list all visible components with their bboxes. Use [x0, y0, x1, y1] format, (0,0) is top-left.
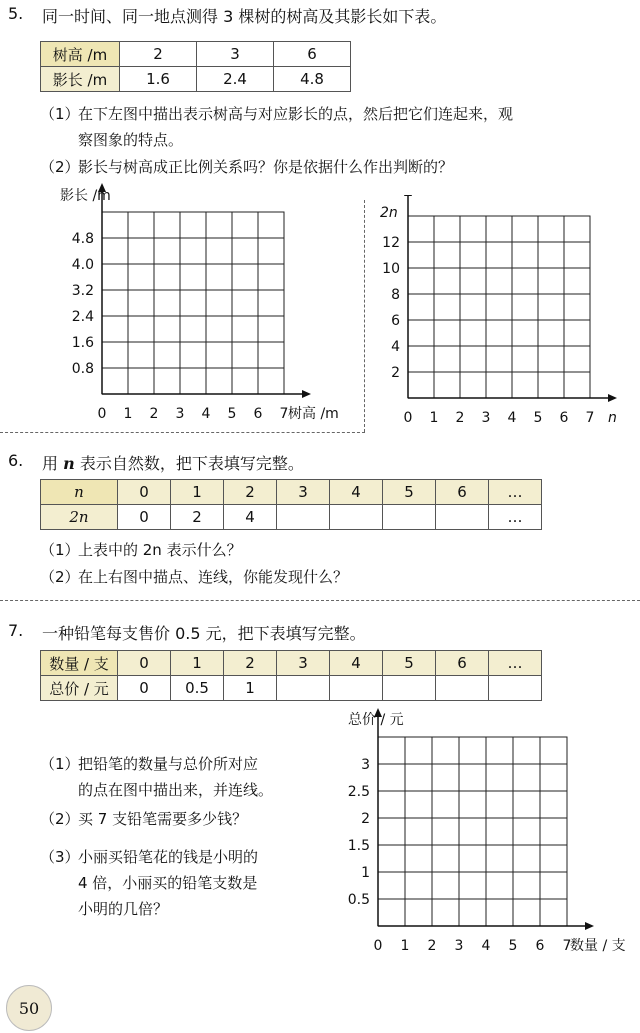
grid-cell [434, 242, 460, 268]
problem-6-q2-text: 在上右图中描点、连线，你能发现什么？ [78, 568, 349, 586]
grid-cell [540, 872, 567, 899]
grid-cell [102, 264, 128, 290]
grid-cell [460, 346, 486, 372]
grid-cell [102, 290, 128, 316]
table-cell [383, 676, 436, 701]
table-cell: 3 [197, 42, 274, 67]
table-row [41, 480, 542, 505]
table-cell: 2 [224, 480, 277, 505]
grid-cell [408, 294, 434, 320]
table-row-header: 数量 / 支 [41, 651, 118, 676]
problem-5-q2-number: （2） [40, 158, 80, 176]
grid-cell [460, 268, 486, 294]
grid-cell [378, 737, 405, 764]
grid-cell [460, 372, 486, 398]
grid-cell [408, 320, 434, 346]
x-axis-arrow [585, 922, 594, 930]
grid-cell [513, 818, 540, 845]
grid-cell [513, 872, 540, 899]
grid-cell [486, 899, 513, 926]
grid-cell [154, 290, 180, 316]
table-row-header: 总价 / 元 [41, 676, 118, 701]
grid-cell [540, 764, 567, 791]
grid-cell [232, 368, 258, 394]
grid-cell [128, 212, 154, 238]
y-tick-label: 1.5 [347, 838, 370, 854]
y-tick-label: 12 [382, 235, 400, 251]
y-tick-label: 8 [391, 287, 400, 303]
problem-5-q1-line2: 察图象的特点。 [78, 131, 184, 149]
grid-cell [486, 268, 512, 294]
grid-cell [432, 818, 459, 845]
problem-7-q3-number: （3） [40, 848, 80, 866]
grid-cell [154, 264, 180, 290]
grid-cell [513, 764, 540, 791]
section-divider [0, 600, 640, 601]
x-tick-label: 6 [253, 406, 263, 422]
table-cell [436, 676, 489, 701]
left-chart-divider [364, 200, 365, 432]
x-tick-label: 5 [533, 410, 543, 425]
grid-cell [180, 290, 206, 316]
grid-cell [258, 212, 284, 238]
grid-cell [128, 342, 154, 368]
grid-cell [405, 872, 432, 899]
table-cell: 0.5 [171, 676, 224, 701]
grid-cell [258, 368, 284, 394]
y-tick-label: 4.0 [71, 257, 94, 273]
y-tick-label: 4.8 [71, 231, 94, 247]
y-tick-label: 0.5 [347, 892, 370, 908]
grid-cell [206, 290, 232, 316]
grid-cell [486, 372, 512, 398]
table-cell: 5 [383, 480, 436, 505]
grid-cell [538, 294, 564, 320]
grid-cell [405, 845, 432, 872]
grid-cell [486, 737, 513, 764]
grid-cell [540, 845, 567, 872]
table-row-header: n [41, 480, 118, 505]
y-tick-label: 3 [361, 757, 370, 773]
x-tick-label: 6 [559, 410, 569, 425]
x-tick-label: 2 [455, 410, 465, 425]
grid-cell [432, 845, 459, 872]
problem-6-text-post: 表示自然数，把下表填写完整。 [74, 454, 304, 473]
x-axis-arrow [302, 390, 311, 398]
table-cell: … [489, 480, 542, 505]
grid-cell [538, 216, 564, 242]
problem-7-q3-line2: 4 倍，小丽买的铅笔支数是 [78, 874, 258, 892]
grid-cell [258, 342, 284, 368]
table-cell [383, 505, 436, 530]
shadow-vs-height-grid [50, 180, 370, 425]
grid-cell [564, 268, 590, 294]
grid-cell [512, 294, 538, 320]
x-tick-label: 4 [481, 938, 491, 954]
grid-cell [128, 264, 154, 290]
grid-cell [540, 899, 567, 926]
grid-cell [434, 372, 460, 398]
grid-cell [564, 320, 590, 346]
tree-height-shadow-table [40, 41, 351, 92]
x-tick-label: 4 [201, 406, 211, 422]
table-cell: 0 [118, 676, 171, 701]
x-axis-arrow [608, 394, 617, 402]
table-cell: 1.6 [120, 67, 197, 92]
grid-cell [378, 818, 405, 845]
grid-cell [486, 346, 512, 372]
problem-6-q1-text: 上表中的 2n 表示什么？ [78, 541, 242, 559]
grid-cell [460, 294, 486, 320]
grid-cell [154, 316, 180, 342]
grid-cell [258, 316, 284, 342]
grid-cell [180, 342, 206, 368]
table-cell: … [489, 651, 542, 676]
table-cell [436, 505, 489, 530]
problem-7-text: 一种铅笔每支售价 0.5 元，把下表填写完整。 [42, 624, 366, 643]
grid-cell [512, 346, 538, 372]
grid-cell [512, 320, 538, 346]
grid-cell [258, 238, 284, 264]
grid-cell [102, 316, 128, 342]
left-chart-bottom-divider [0, 432, 365, 433]
grid-cell [538, 372, 564, 398]
table-cell: 2.4 [197, 67, 274, 92]
grid-cell [513, 899, 540, 926]
grid-cell [206, 212, 232, 238]
y-tick-label: 10 [382, 261, 400, 277]
table-row [41, 676, 542, 701]
grid-cell [180, 368, 206, 394]
y-tick-label: 0.8 [71, 361, 94, 377]
problem-7-number: 7. [8, 621, 24, 640]
grid-cell [434, 346, 460, 372]
grid-cell [540, 791, 567, 818]
problem-6-q2-number: （2） [40, 568, 80, 586]
grid-cell [538, 320, 564, 346]
y-tick-label: 3.2 [71, 283, 94, 299]
problem-7-q1-line2: 的点在图中描出来，并连线。 [78, 781, 274, 799]
grid-cell [564, 294, 590, 320]
grid-cell [512, 242, 538, 268]
grid-cell [432, 872, 459, 899]
table-cell: … [489, 505, 542, 530]
y-axis-arrow [404, 195, 412, 196]
grid-cell [512, 372, 538, 398]
y-tick-label: 2.4 [71, 309, 94, 325]
grid-cell [378, 791, 405, 818]
grid-cell [459, 791, 486, 818]
grid-cell [128, 316, 154, 342]
grid-cell [459, 845, 486, 872]
table-cell: 2 [120, 42, 197, 67]
grid-cell [564, 346, 590, 372]
grid-cell [405, 899, 432, 926]
table-row [41, 67, 351, 92]
problem-6-q1-number: （1） [40, 541, 80, 559]
x-tick-label: 5 [508, 938, 518, 954]
table-cell: 4 [224, 505, 277, 530]
grid-cell [459, 872, 486, 899]
x-tick-label: 1 [429, 410, 439, 425]
table-cell: 0 [118, 480, 171, 505]
grid-cell [102, 342, 128, 368]
grid-cell [206, 264, 232, 290]
price-vs-quantity-grid [330, 708, 640, 958]
problem-7-q2-text: 买 7 支铅笔需要多少钱？ [78, 810, 248, 828]
grid-cell [128, 290, 154, 316]
2n-vs-n-grid [370, 195, 640, 425]
problem-7-q2-number: （2） [40, 810, 80, 828]
grid-cell [102, 368, 128, 394]
y-tick-label: 2.5 [347, 784, 370, 800]
grid-cell [206, 368, 232, 394]
grid-cell [405, 818, 432, 845]
grid-cell [538, 268, 564, 294]
table-cell: 2 [224, 651, 277, 676]
grid-cell [538, 242, 564, 268]
grid-cell [408, 372, 434, 398]
x-tick-label: 7 [562, 938, 572, 954]
table-cell: 0 [118, 651, 171, 676]
table-row [41, 505, 542, 530]
x-tick-label: 0 [403, 410, 413, 425]
problem-6-number: 6. [8, 451, 24, 470]
grid-cell [154, 342, 180, 368]
x-tick-label: 6 [535, 938, 545, 954]
problem-7-q3-line3: 小明的几倍？ [78, 900, 169, 918]
grid-cell [128, 368, 154, 394]
grid-cell [206, 316, 232, 342]
grid-cell [206, 238, 232, 264]
x-tick-label: 0 [97, 406, 107, 422]
grid-cell [460, 320, 486, 346]
y-tick-label: 2 [361, 811, 370, 827]
grid-cell [180, 316, 206, 342]
grid-cell [564, 372, 590, 398]
x-tick-label: 7 [585, 410, 595, 425]
grid-cell [513, 737, 540, 764]
grid-cell [486, 294, 512, 320]
grid-cell [258, 290, 284, 316]
grid-cell [408, 216, 434, 242]
grid-cell [564, 242, 590, 268]
problem-5-q1-line1: 在下左图中描出表示树高与对应影长的点，然后把它们连起来，观 [78, 105, 514, 123]
table-row-header: 影长 /m [41, 67, 120, 92]
x-tick-label: 2 [149, 406, 159, 422]
x-tick-label: 4 [507, 410, 517, 425]
grid-cell [378, 764, 405, 791]
grid-cell [378, 872, 405, 899]
x-tick-label: 1 [123, 406, 133, 422]
page-number: 50 [18, 998, 40, 1018]
page-number-badge [6, 985, 52, 1031]
grid-cell [540, 818, 567, 845]
grid-cell [486, 872, 513, 899]
grid-cell [540, 737, 567, 764]
y-tick-label: 6 [391, 313, 400, 329]
table-cell [489, 676, 542, 701]
grid-cell [232, 212, 258, 238]
x-axis-label: n [608, 410, 617, 425]
grid-cell [378, 845, 405, 872]
x-tick-label: 1 [400, 938, 410, 954]
grid-cell [434, 268, 460, 294]
grid-cell [408, 242, 434, 268]
problem-5-number: 5. [8, 4, 24, 23]
grid-cell [460, 216, 486, 242]
table-cell [330, 676, 383, 701]
natural-number-table [40, 479, 542, 530]
pencil-price-table [40, 650, 542, 701]
x-tick-label: 3 [454, 938, 464, 954]
table-cell: 2 [171, 505, 224, 530]
y-axis-label: 2n [380, 205, 398, 221]
grid-cell [486, 320, 512, 346]
problem-6-text-pre: 用 [42, 454, 64, 473]
grid-cell [459, 899, 486, 926]
y-tick-label: 2 [391, 365, 400, 381]
table-cell: 3 [277, 651, 330, 676]
grid-cell [378, 899, 405, 926]
grid-cell [512, 268, 538, 294]
table-cell: 4 [330, 651, 383, 676]
grid-cell [154, 368, 180, 394]
grid-cell [154, 238, 180, 264]
table-cell: 6 [436, 651, 489, 676]
x-tick-label: 3 [175, 406, 185, 422]
table-cell: 4.8 [274, 67, 351, 92]
grid-cell [232, 238, 258, 264]
x-axis-label: 树高 /m [288, 406, 339, 422]
grid-cell [459, 818, 486, 845]
table-row [41, 651, 542, 676]
table-cell [277, 676, 330, 701]
grid-cell [513, 845, 540, 872]
grid-cell [432, 737, 459, 764]
table-cell: 1 [224, 676, 277, 701]
problem-7-q3-line1: 小丽买铅笔花的钱是小明的 [78, 848, 259, 866]
grid-cell [486, 764, 513, 791]
grid-cell [486, 818, 513, 845]
grid-cell [564, 216, 590, 242]
grid-cell [405, 737, 432, 764]
grid-cell [180, 238, 206, 264]
y-tick-label: 4 [391, 339, 400, 355]
grid-cell [486, 216, 512, 242]
grid-cell [432, 899, 459, 926]
grid-cell [405, 764, 432, 791]
table-cell [277, 505, 330, 530]
x-tick-label: 2 [427, 938, 437, 954]
grid-cell [154, 212, 180, 238]
problem-7-q1-number: （1） [40, 755, 80, 773]
y-axis-label: 影长 /m [60, 188, 111, 204]
grid-cell [432, 791, 459, 818]
grid-cell [486, 845, 513, 872]
table-cell [330, 505, 383, 530]
y-tick-label: 1.6 [71, 335, 94, 351]
grid-cell [180, 212, 206, 238]
x-tick-label: 3 [481, 410, 491, 425]
problem-5-q2-text: 影长与树高成正比例关系吗？你是依据什么作出判断的？ [78, 158, 454, 176]
grid-cell [513, 791, 540, 818]
table-cell: 0 [118, 505, 171, 530]
grid-cell [512, 216, 538, 242]
grid-cell [405, 791, 432, 818]
table-cell: 3 [277, 480, 330, 505]
x-tick-label: 7 [279, 406, 289, 422]
x-tick-label: 0 [373, 938, 383, 954]
table-cell: 5 [383, 651, 436, 676]
grid-cell [232, 264, 258, 290]
table-cell: 6 [436, 480, 489, 505]
table-cell: 6 [274, 42, 351, 67]
grid-cell [459, 764, 486, 791]
table-cell: 4 [330, 480, 383, 505]
table-row [41, 42, 351, 67]
grid-cell [408, 346, 434, 372]
grid-cell [102, 238, 128, 264]
problem-5-text: 同一时间、同一地点测得 3 棵树的树高及其影长如下表。 [42, 7, 447, 26]
problem-5-q1-number: （1） [40, 105, 80, 123]
x-axis-label: 数量 / 支 [570, 938, 626, 954]
grid-cell [432, 764, 459, 791]
grid-cell [232, 342, 258, 368]
grid-cell [232, 316, 258, 342]
table-row-header: 树高 /m [41, 42, 120, 67]
grid-cell [538, 346, 564, 372]
grid-cell [486, 242, 512, 268]
grid-cell [434, 216, 460, 242]
grid-cell [258, 264, 284, 290]
grid-cell [102, 212, 128, 238]
problem-6-text-var: n [63, 454, 75, 473]
table-row-header: 2n [41, 505, 118, 530]
grid-cell [180, 264, 206, 290]
grid-cell [486, 791, 513, 818]
problem-6-text [42, 451, 304, 474]
problem-7-q1-line1: 把铅笔的数量与总价所对应 [78, 755, 259, 773]
grid-cell [434, 294, 460, 320]
table-cell: 1 [171, 480, 224, 505]
table-cell: 1 [171, 651, 224, 676]
grid-cell [459, 737, 486, 764]
y-tick-label: 1 [361, 865, 370, 881]
grid-cell [434, 320, 460, 346]
grid-cell [232, 290, 258, 316]
grid-cell [460, 242, 486, 268]
grid-cell [128, 238, 154, 264]
x-tick-label: 5 [227, 406, 237, 422]
y-axis-label: 总价 / 元 [348, 712, 404, 728]
grid-cell [206, 342, 232, 368]
grid-cell [408, 268, 434, 294]
